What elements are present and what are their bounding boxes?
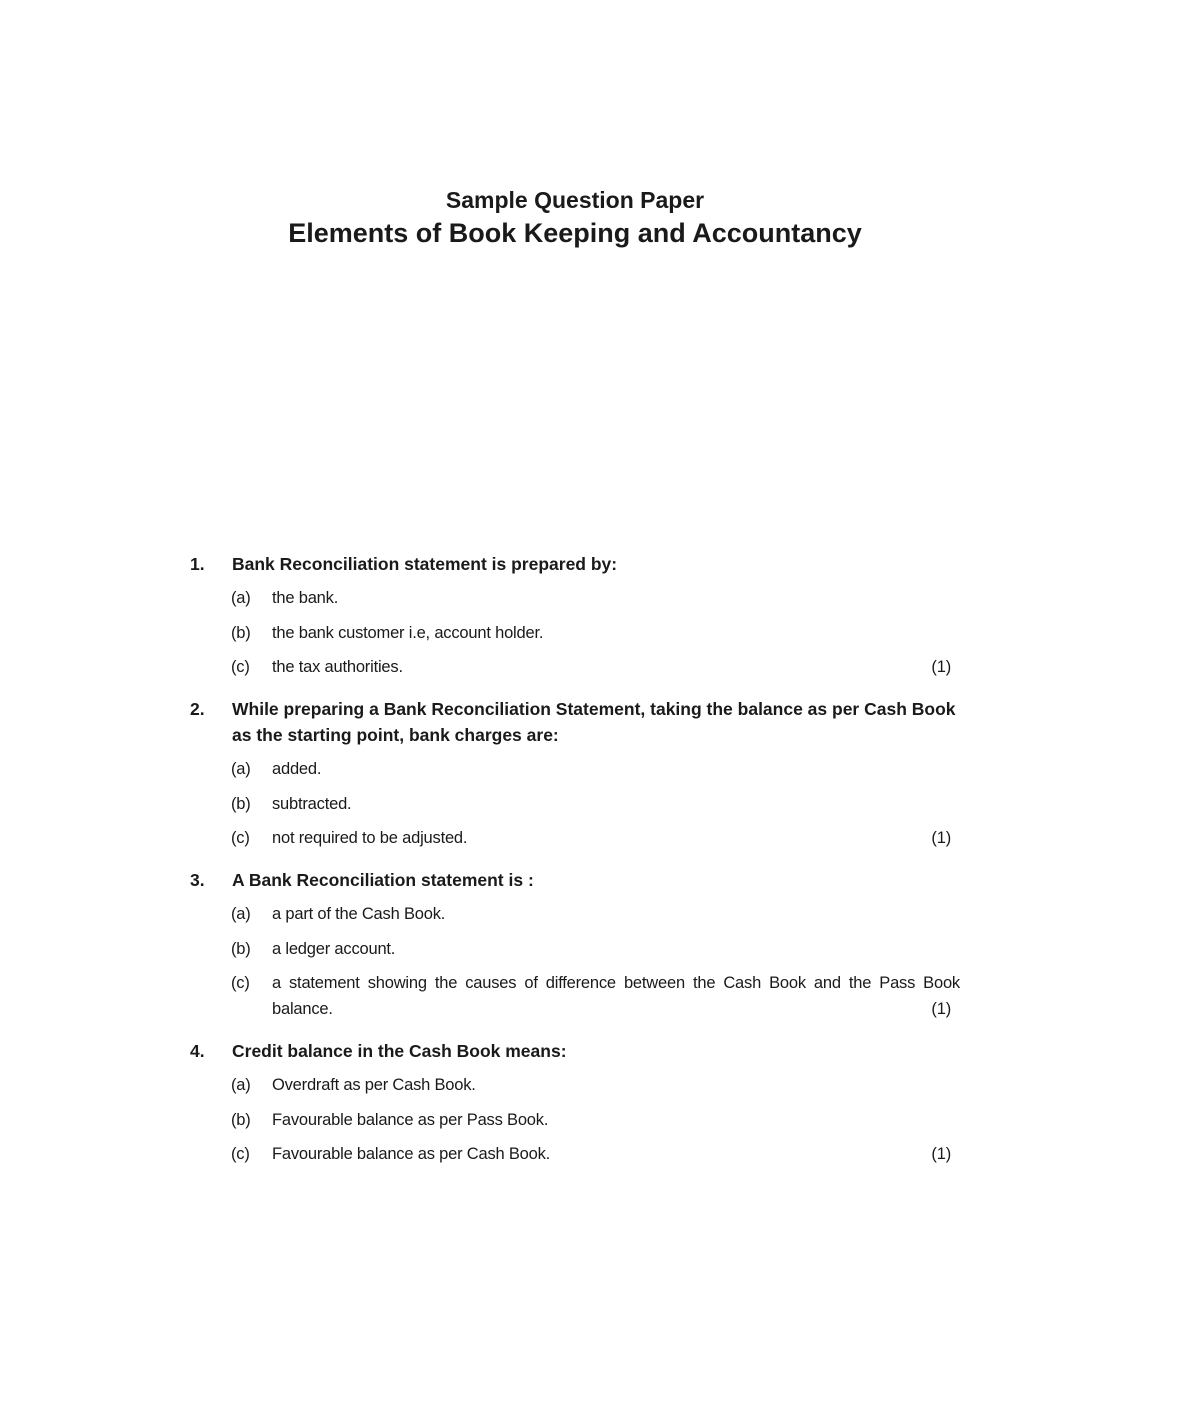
option-label: (c) <box>231 829 250 847</box>
option-a <box>231 901 960 927</box>
option-text: subtracted. <box>272 794 352 813</box>
question-row <box>190 696 960 748</box>
option-text-wrap <box>272 654 960 680</box>
question-list <box>190 551 960 1183</box>
option-text: the bank customer i.e, account holder. <box>272 623 544 642</box>
option-label: (c) <box>231 1145 250 1163</box>
question-number: 4. <box>190 1041 205 1061</box>
option-b <box>231 791 960 817</box>
paper-header <box>0 184 1150 250</box>
option-a <box>231 585 960 611</box>
option-label: (c) <box>231 974 250 992</box>
option-text: added. <box>272 760 322 778</box>
question-text: Credit balance in the Cash Book means: <box>232 1041 567 1061</box>
question-text: While preparing a Bank Reconciliation Statement, taking the balance as per Cash Book as the starting point, bank charges are: <box>232 699 956 745</box>
option-c <box>231 825 960 851</box>
question-number: 2. <box>190 699 205 719</box>
option-list <box>231 901 960 1022</box>
question-number: 1. <box>190 554 205 574</box>
question-row <box>190 1038 960 1064</box>
option-c <box>231 970 960 1022</box>
option-a <box>231 756 960 782</box>
option-text-wrap <box>272 970 960 1022</box>
question-row <box>190 867 960 893</box>
marks-label: (1) <box>931 1145 951 1163</box>
option-a <box>231 1072 960 1098</box>
question-text: A Bank Reconciliation statement is : <box>232 870 534 890</box>
option-label: (b) <box>231 1110 251 1129</box>
question-3 <box>190 867 960 1022</box>
option-b <box>231 1107 960 1133</box>
question-text: Bank Reconciliation statement is prepared by: <box>232 554 618 574</box>
option-list <box>231 585 960 680</box>
option-text: a part of the Cash Book. <box>272 905 446 923</box>
question-4 <box>190 1038 960 1167</box>
option-label: (a) <box>231 1076 251 1094</box>
option-text: Overdraft as per Cash Book. <box>272 1076 476 1094</box>
option-label: (a) <box>231 589 251 607</box>
option-text: not required to be adjusted. <box>272 829 468 847</box>
paper-subtitle: Sample Question Paper <box>445 187 705 213</box>
marks-label: (1) <box>931 829 951 847</box>
option-b <box>231 936 960 962</box>
question-number: 3. <box>190 870 205 890</box>
question-row <box>190 551 960 577</box>
option-label: (b) <box>231 939 251 958</box>
option-label: (c) <box>231 658 250 676</box>
option-text-wrap <box>272 825 960 851</box>
option-c <box>231 654 960 680</box>
option-text: the bank. <box>272 589 339 607</box>
option-list <box>231 756 960 851</box>
option-c <box>231 1141 960 1167</box>
option-b <box>231 620 960 646</box>
marks-label: (1) <box>931 658 951 676</box>
option-list <box>231 1072 960 1167</box>
option-label: (b) <box>231 794 251 813</box>
option-label: (a) <box>231 905 251 923</box>
paper-title: Elements of Book Keeping and Accountancy <box>288 218 862 248</box>
option-label: (a) <box>231 760 251 778</box>
question-2 <box>190 696 960 851</box>
option-text: a ledger account. <box>272 939 396 958</box>
option-label: (b) <box>231 623 251 642</box>
marks-label: (1) <box>931 1000 951 1018</box>
question-1 <box>190 551 960 680</box>
option-text: the tax authorities. <box>272 658 403 676</box>
option-text: Favourable balance as per Cash Book. <box>272 1145 551 1163</box>
option-text: a statement showing the causes of difference between the Cash Book and the Pass Book balance. <box>272 974 960 1018</box>
option-text-wrap <box>272 1141 960 1167</box>
option-text: Favourable balance as per Pass Book. <box>272 1110 549 1129</box>
